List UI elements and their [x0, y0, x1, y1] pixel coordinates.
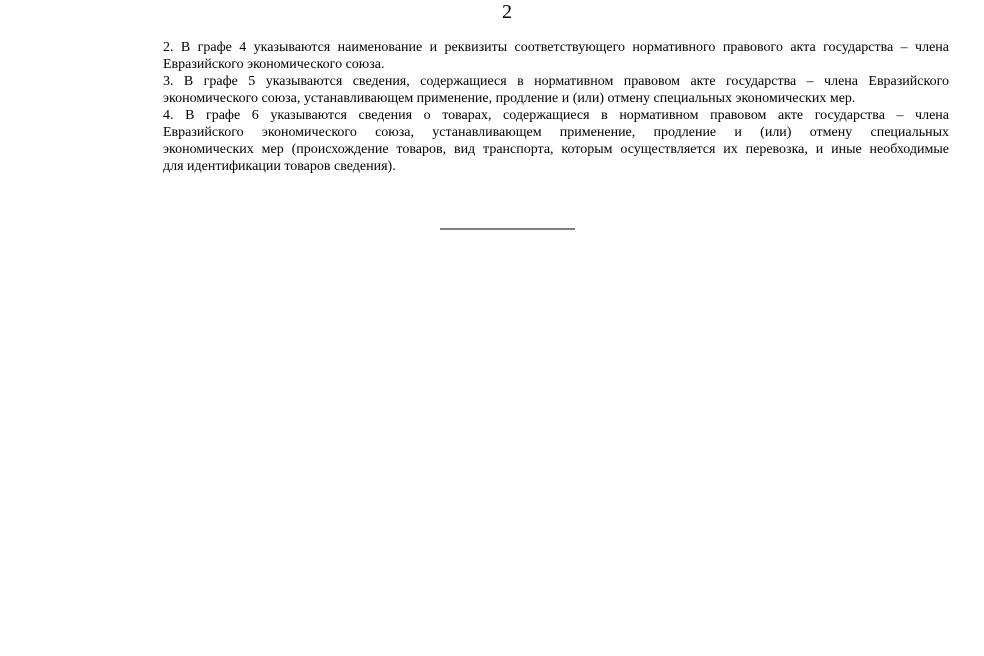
page-number: 2	[502, 1, 512, 23]
text-line: 4. В графе 6 указываются сведения о товарах, содержащиеся в нормативном правовом акте государства – члена	[163, 108, 949, 123]
paragraph	[163, 107, 949, 175]
text-line: 2. В графе 4 указываются наименование и реквизиты соответствующего нормативного правового акта государства – члена	[163, 40, 949, 55]
text-line: 3. В графе 5 указываются сведения, содержащиеся в нормативном правовом акте государства – члена Евразийского	[163, 74, 949, 89]
text-line: Евразийского экономического союза, устанавливающем применение, продление и (или) отмену специальных	[163, 125, 949, 140]
document-body	[163, 39, 949, 175]
paragraph	[163, 73, 949, 107]
text-line: для идентификации товаров сведения).	[163, 159, 396, 174]
separator-line	[440, 228, 575, 230]
paragraph	[163, 39, 949, 73]
text-line: экономических мер (происхождение товаров, вид транспорта, которым осуществляется их перевозка, и иные необходимые	[163, 142, 949, 157]
text-line: Евразийского экономического союза.	[163, 57, 385, 72]
text-line: экономического союза, устанавливающем применение, продление и (или) отмену специальных экономических мер.	[163, 91, 856, 106]
